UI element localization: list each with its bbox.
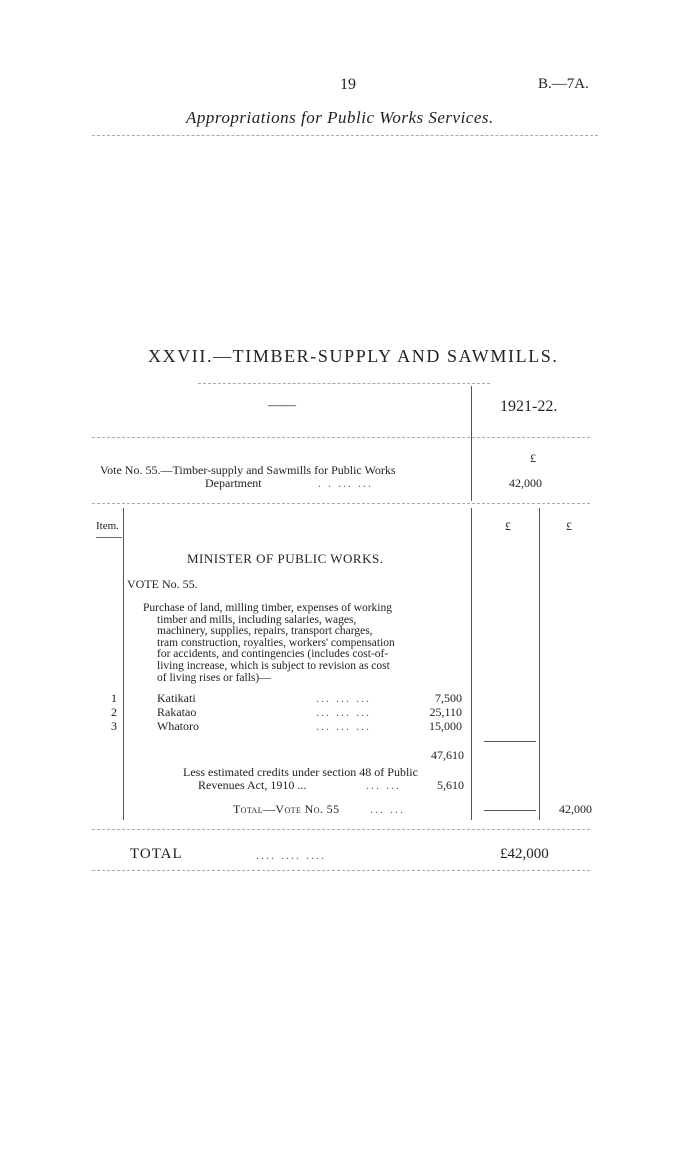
minister-heading: MINISTER OF PUBLIC WORKS. [187, 551, 384, 566]
vote-description-line1: Vote No. 55.—Timber-supply and Sawmills for Public Works [100, 463, 396, 477]
leader-dots: .... .... .... [256, 848, 326, 862]
detail-bottom-rule [92, 829, 590, 830]
item-name: Whatoro [157, 719, 199, 733]
item-column-header: Item. [96, 520, 119, 532]
summary-bottom-rule [92, 503, 590, 504]
header-rule [92, 135, 598, 136]
purpose-line: timber and mills, including salaries, wages, [157, 613, 357, 626]
amount-column-divider-1 [471, 508, 472, 820]
purpose-line: living increase, which is subject to revision as cost [157, 659, 390, 672]
summary-header-rule [92, 437, 590, 438]
leader-dots: ... ... ... [316, 705, 371, 719]
less-credits-line2: Revenues Act, 1910 ... [198, 778, 307, 792]
vote-number-heading: VOTE No. 55. [127, 577, 198, 591]
subtotal-amount: 47,610 [431, 748, 464, 762]
page-subtitle: Appropriations for Public Works Services. [186, 108, 494, 127]
vote-leader-dots: . . ... ... [318, 476, 373, 490]
summary-year-header: 1921-22. [500, 398, 558, 415]
leader-dots: ... ... [370, 802, 405, 816]
item-column-divider [123, 508, 124, 820]
amount-column-divider-2 [539, 508, 540, 820]
item-amount: 7,500 [435, 691, 462, 705]
summary-pound-sign: £ [530, 451, 536, 465]
item-amount: 25,110 [429, 705, 462, 719]
item-number: 2 [111, 705, 117, 719]
section-title: XXVII.—TIMBER-SUPPLY AND SAWMILLS. [148, 346, 559, 366]
document-reference: B.—7A. [538, 76, 589, 92]
purpose-line: tram construction, royalties, workers' compensation [157, 636, 395, 649]
grand-total-amount: £42,000 [500, 846, 549, 862]
summary-column-divider [471, 386, 472, 501]
less-credits-line1: Less estimated credits under section 48 of Public [183, 765, 418, 779]
purpose-line: for accidents, and contingencies (includes cost-of- [157, 648, 389, 661]
purpose-line: machinery, supplies, repairs, transport charges, [157, 625, 373, 638]
vote-description-line2: Department [205, 476, 262, 490]
grand-total-label: TOTAL [130, 846, 183, 862]
item-amount: 15,000 [429, 719, 462, 733]
pound-header-2: £ [566, 519, 572, 533]
subtotal-rule [484, 741, 536, 742]
item-name: Rakatao [157, 705, 197, 719]
total-vote-label: Total—Vote No. 55 [233, 802, 340, 816]
footer-rule [92, 870, 590, 871]
summary-dash: —— [268, 398, 296, 413]
leader-dots: ... ... ... [316, 719, 371, 733]
purpose-line: Purchase of land, milling timber, expenses of working [143, 602, 392, 614]
page-number: 19 [340, 76, 356, 93]
item-number: 3 [111, 719, 117, 733]
vote-amount: 42,000 [509, 476, 542, 490]
purpose-paragraph [143, 603, 465, 684]
item-header-rule [96, 537, 122, 538]
total-vote-amount: 42,000 [559, 802, 592, 816]
title-rule [198, 383, 490, 384]
leader-dots: ... ... ... [316, 691, 371, 705]
item-name: Katikati [157, 691, 196, 705]
leader-dots: ... ... [366, 778, 401, 792]
purpose-line: of living rises or falls)— [157, 671, 271, 684]
pound-header-1: £ [505, 519, 511, 533]
item-number: 1 [111, 691, 117, 705]
less-credits-amount: 5,610 [437, 778, 464, 792]
